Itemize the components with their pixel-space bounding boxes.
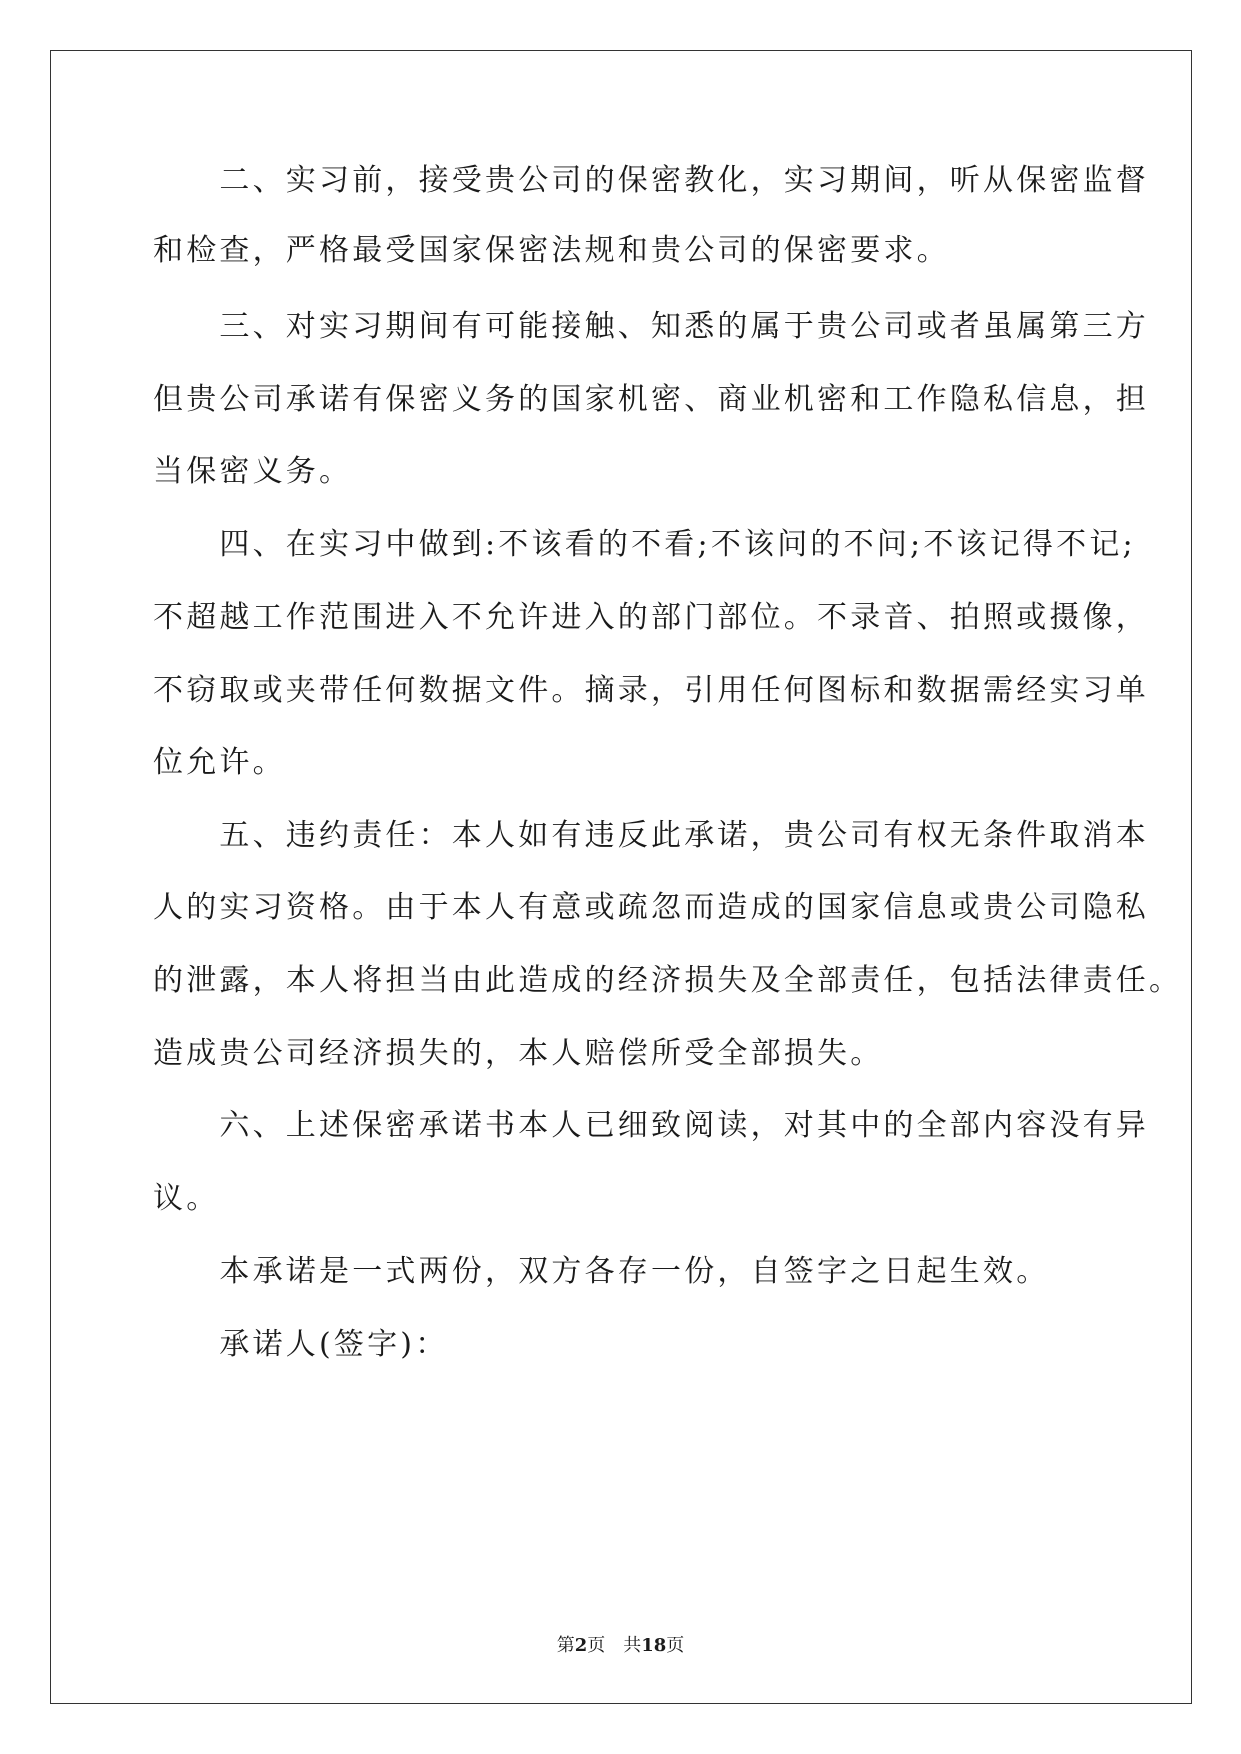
text-line: 当保密义务。 xyxy=(153,454,353,489)
text-line: 承诺人(签字)： xyxy=(153,1327,449,1362)
text-line: 和检查，严格最受国家保密法规和贵公司的保密要求。 xyxy=(153,233,950,268)
text-line: 五、违约责任：本人如有违反此承诺，贵公司有权无条件取消本 xyxy=(153,818,1149,853)
text-line: 四、在实习中做到:不该看的不看;不该问的不问;不该记得不记; xyxy=(153,527,1136,562)
text-line: 三、对实习期间有可能接触、知悉的属于贵公司或者虽属第三方 xyxy=(153,309,1149,344)
text-line: 的泄露，本人将担当由此造成的经济损失及全部责任，包括法律责任。 xyxy=(153,963,1183,998)
page-suffix: 页 xyxy=(666,1635,685,1656)
text-line: 不超越工作范围进入不允许进入的部门部位。不录音、拍照或摄像， xyxy=(153,600,1149,635)
text-line: 人的实习资格。由于本人有意或疏忽而造成的国家信息或贵公司隐私 xyxy=(153,890,1149,925)
page-number-total: 18 xyxy=(641,1635,667,1656)
text-line: 但贵公司承诺有保密义务的国家机密、商业机密和工作隐私信息，担 xyxy=(153,382,1149,417)
text-line: 不窃取或夹带任何数据文件。摘录，引用任何图标和数据需经实习单 xyxy=(153,673,1149,708)
text-line: 本承诺是一式两份，双方各存一份，自签字之日起生效。 xyxy=(153,1254,1050,1289)
text-line: 议。 xyxy=(153,1181,220,1216)
text-line: 六、上述保密承诺书本人已细致阅读，对其中的全部内容没有异 xyxy=(153,1108,1149,1143)
text-line: 位允许。 xyxy=(153,745,286,780)
text-line: 造成贵公司经济损失的，本人赔偿所受全部损失。 xyxy=(153,1036,884,1071)
page-footer xyxy=(0,1634,1241,1658)
page-prefix: 第 xyxy=(556,1635,575,1656)
page-mid: 页 共 xyxy=(587,1635,642,1656)
page-border xyxy=(50,50,1192,1704)
page-number-current: 2 xyxy=(574,1635,588,1656)
text-line: 二、实习前，接受贵公司的保密教化，实习期间，听从保密监督 xyxy=(153,163,1149,198)
